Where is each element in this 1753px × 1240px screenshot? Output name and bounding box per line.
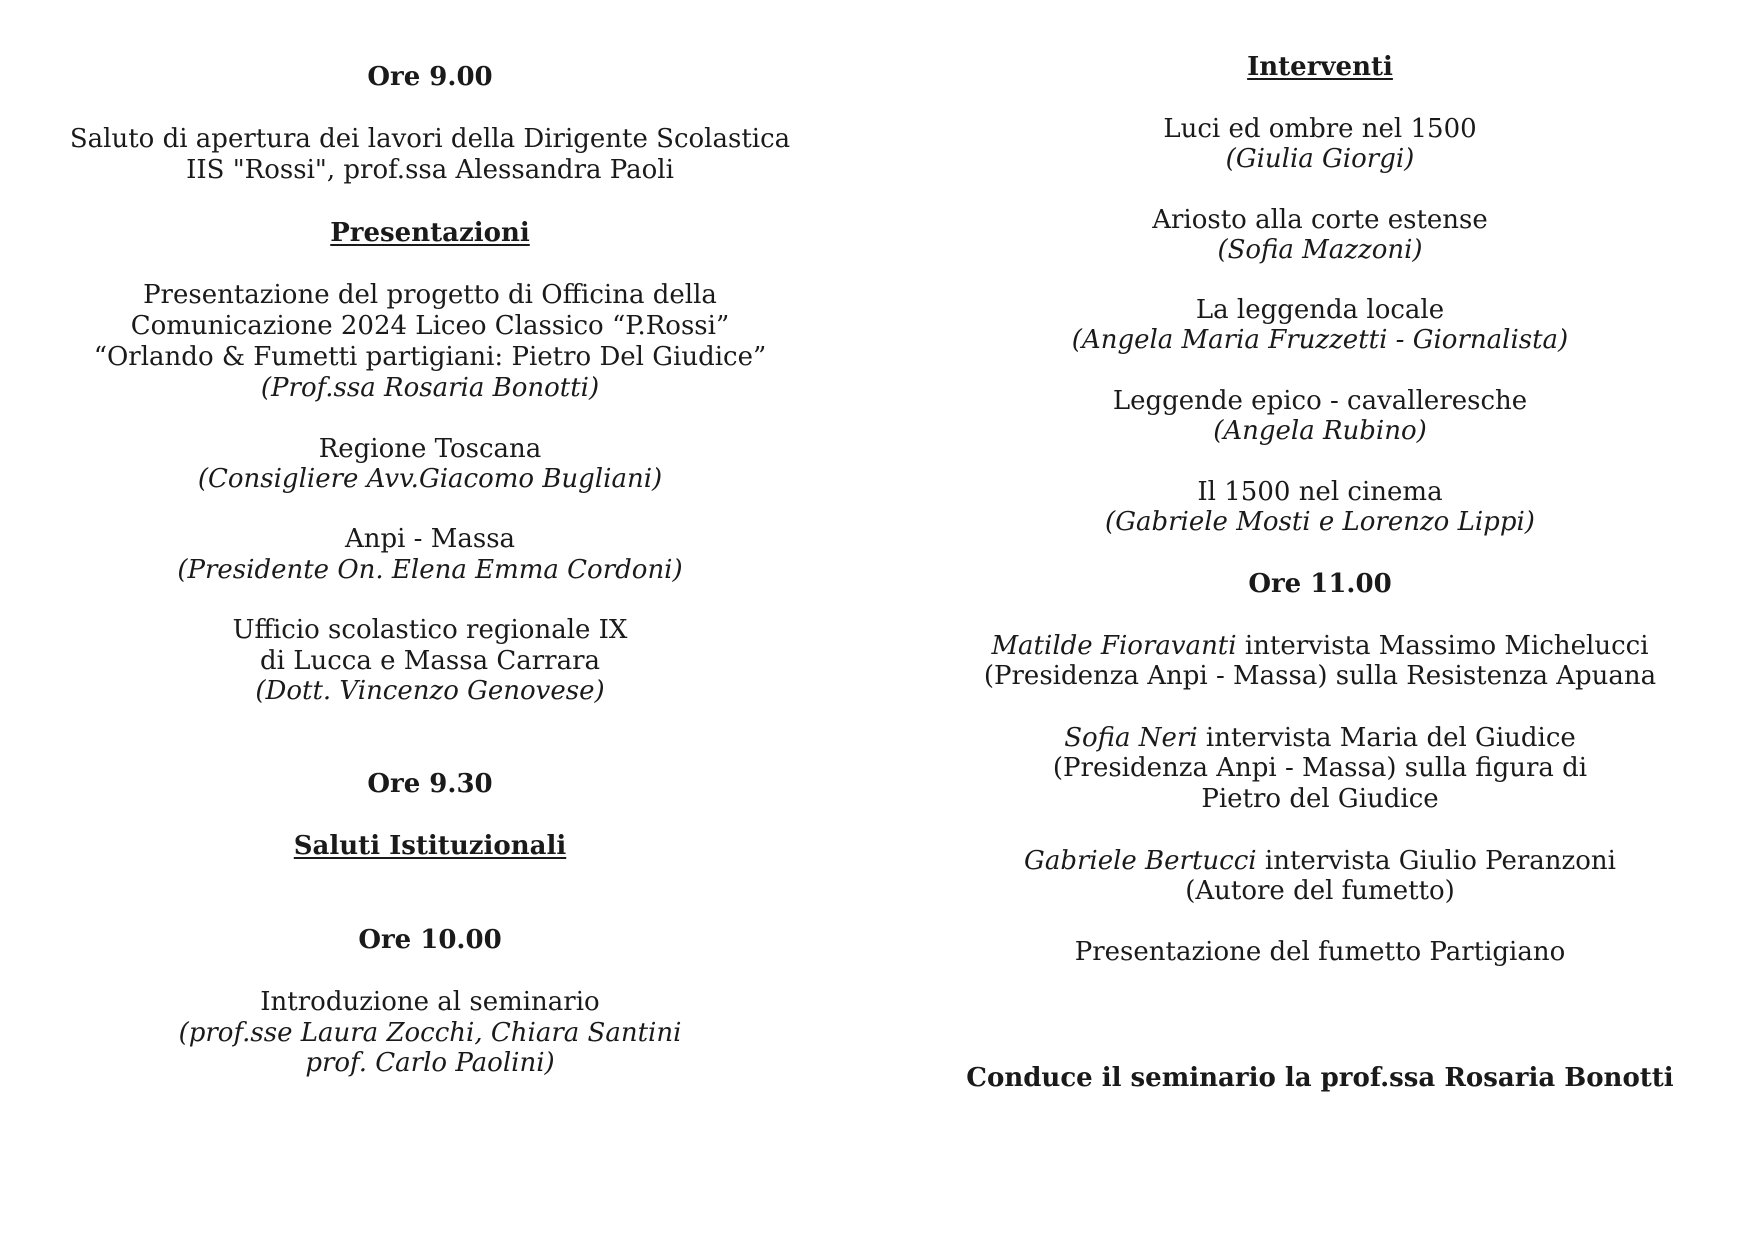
project-line-1: Presentazione del progetto di Officina della — [143, 280, 717, 310]
intro-speaker-line-1: (prof.sse Laura Zocchi, Chiara Santini — [178, 1018, 682, 1048]
interview-2-line-2: (Presidenza Anpi - Massa) sulla figura di — [1052, 753, 1588, 783]
time-9-00: Ore 9.00 — [367, 62, 493, 92]
interventi-heading: Interventi — [1247, 52, 1393, 82]
presentazioni-heading: Presentazioni — [330, 218, 530, 248]
anpi-title: Anpi - Massa — [344, 524, 516, 554]
interview-1-line-1 — [910, 631, 1730, 662]
talk-1-title: Luci ed ombre nel 1500 — [1163, 114, 1477, 144]
conduce-seminario: Conduce il seminario la prof.ssa Rosaria Bonotti — [966, 1063, 1674, 1093]
project-line-2: Comunicazione 2024 Liceo Classico “P.Rossi” — [130, 311, 730, 341]
intro-title: Introduzione al seminario — [260, 987, 600, 1017]
talk-5-title: Il 1500 nel cinema — [1197, 477, 1443, 507]
interview-1-text: intervista Massimo Michelucci — [1236, 631, 1649, 661]
interview-2-line-1 — [910, 723, 1730, 754]
talk-4-speaker: (Angela Rubino) — [1213, 416, 1427, 446]
talk-1-speaker: (Giulia Giorgi) — [1225, 144, 1415, 174]
talk-4-title: Leggende epico - cavalleresche — [1112, 386, 1528, 416]
ufficio-speaker: (Dott. Vincenzo Genovese) — [255, 676, 605, 706]
interview-1-line-2: (Presidenza Anpi - Massa) sulla Resistenza Apuana — [983, 661, 1657, 691]
time-10-00: Ore 10.00 — [358, 925, 502, 955]
talk-3-speaker: (Angela Maria Fruzzetti - Giornalista) — [1071, 325, 1569, 355]
opening-greeting-line-1: Saluto di apertura dei lavori della Dirigente Scolastica — [69, 124, 791, 154]
talk-5-speaker: (Gabriele Mosti e Lorenzo Lippi) — [1105, 507, 1535, 537]
project-speaker: (Prof.ssa Rosaria Bonotti) — [260, 373, 600, 403]
opening-greeting-line-2: IIS "Rossi", prof.ssa Alessandra Paoli — [186, 155, 674, 185]
interview-3-line-2: (Autore del fumetto) — [1185, 876, 1455, 906]
time-9-30: Ore 9.30 — [367, 769, 493, 799]
ufficio-line-2: di Lucca e Massa Carrara — [259, 646, 601, 676]
talk-2-speaker: (Sofia Mazzoni) — [1217, 235, 1423, 265]
interview-3-line-1 — [910, 846, 1730, 877]
interview-2-interviewer: Sofia Neri — [1064, 723, 1198, 753]
regione-title: Regione Toscana — [318, 434, 542, 464]
saluti-heading: Saluti Istituzionali — [293, 831, 567, 861]
time-11-00: Ore 11.00 — [1248, 569, 1392, 599]
interview-1-interviewer: Matilde Fioravanti — [991, 631, 1237, 661]
interview-3-text: intervista Giulio Peranzoni — [1256, 846, 1616, 876]
project-line-3: “Orlando & Fumetti partigiani: Pietro Del Giudice” — [93, 342, 767, 372]
interview-2-line-3: Pietro del Giudice — [1201, 784, 1439, 814]
interview-2-text: intervista Maria del Giudice — [1197, 723, 1576, 753]
ufficio-line-1: Ufficio scolastico regionale IX — [232, 615, 628, 645]
regione-speaker: (Consigliere Avv.Giacomo Bugliani) — [197, 464, 663, 494]
intro-speaker-line-2: prof. Carlo Paolini) — [305, 1048, 555, 1078]
comic-presentation: Presentazione del fumetto Partigiano — [1074, 937, 1566, 967]
interview-3-interviewer: Gabriele Bertucci — [1024, 846, 1257, 876]
anpi-speaker: (Presidente On. Elena Emma Cordoni) — [177, 555, 683, 585]
talk-2-title: Ariosto alla corte estense — [1152, 205, 1488, 235]
talk-3-title: La leggenda locale — [1195, 295, 1445, 325]
